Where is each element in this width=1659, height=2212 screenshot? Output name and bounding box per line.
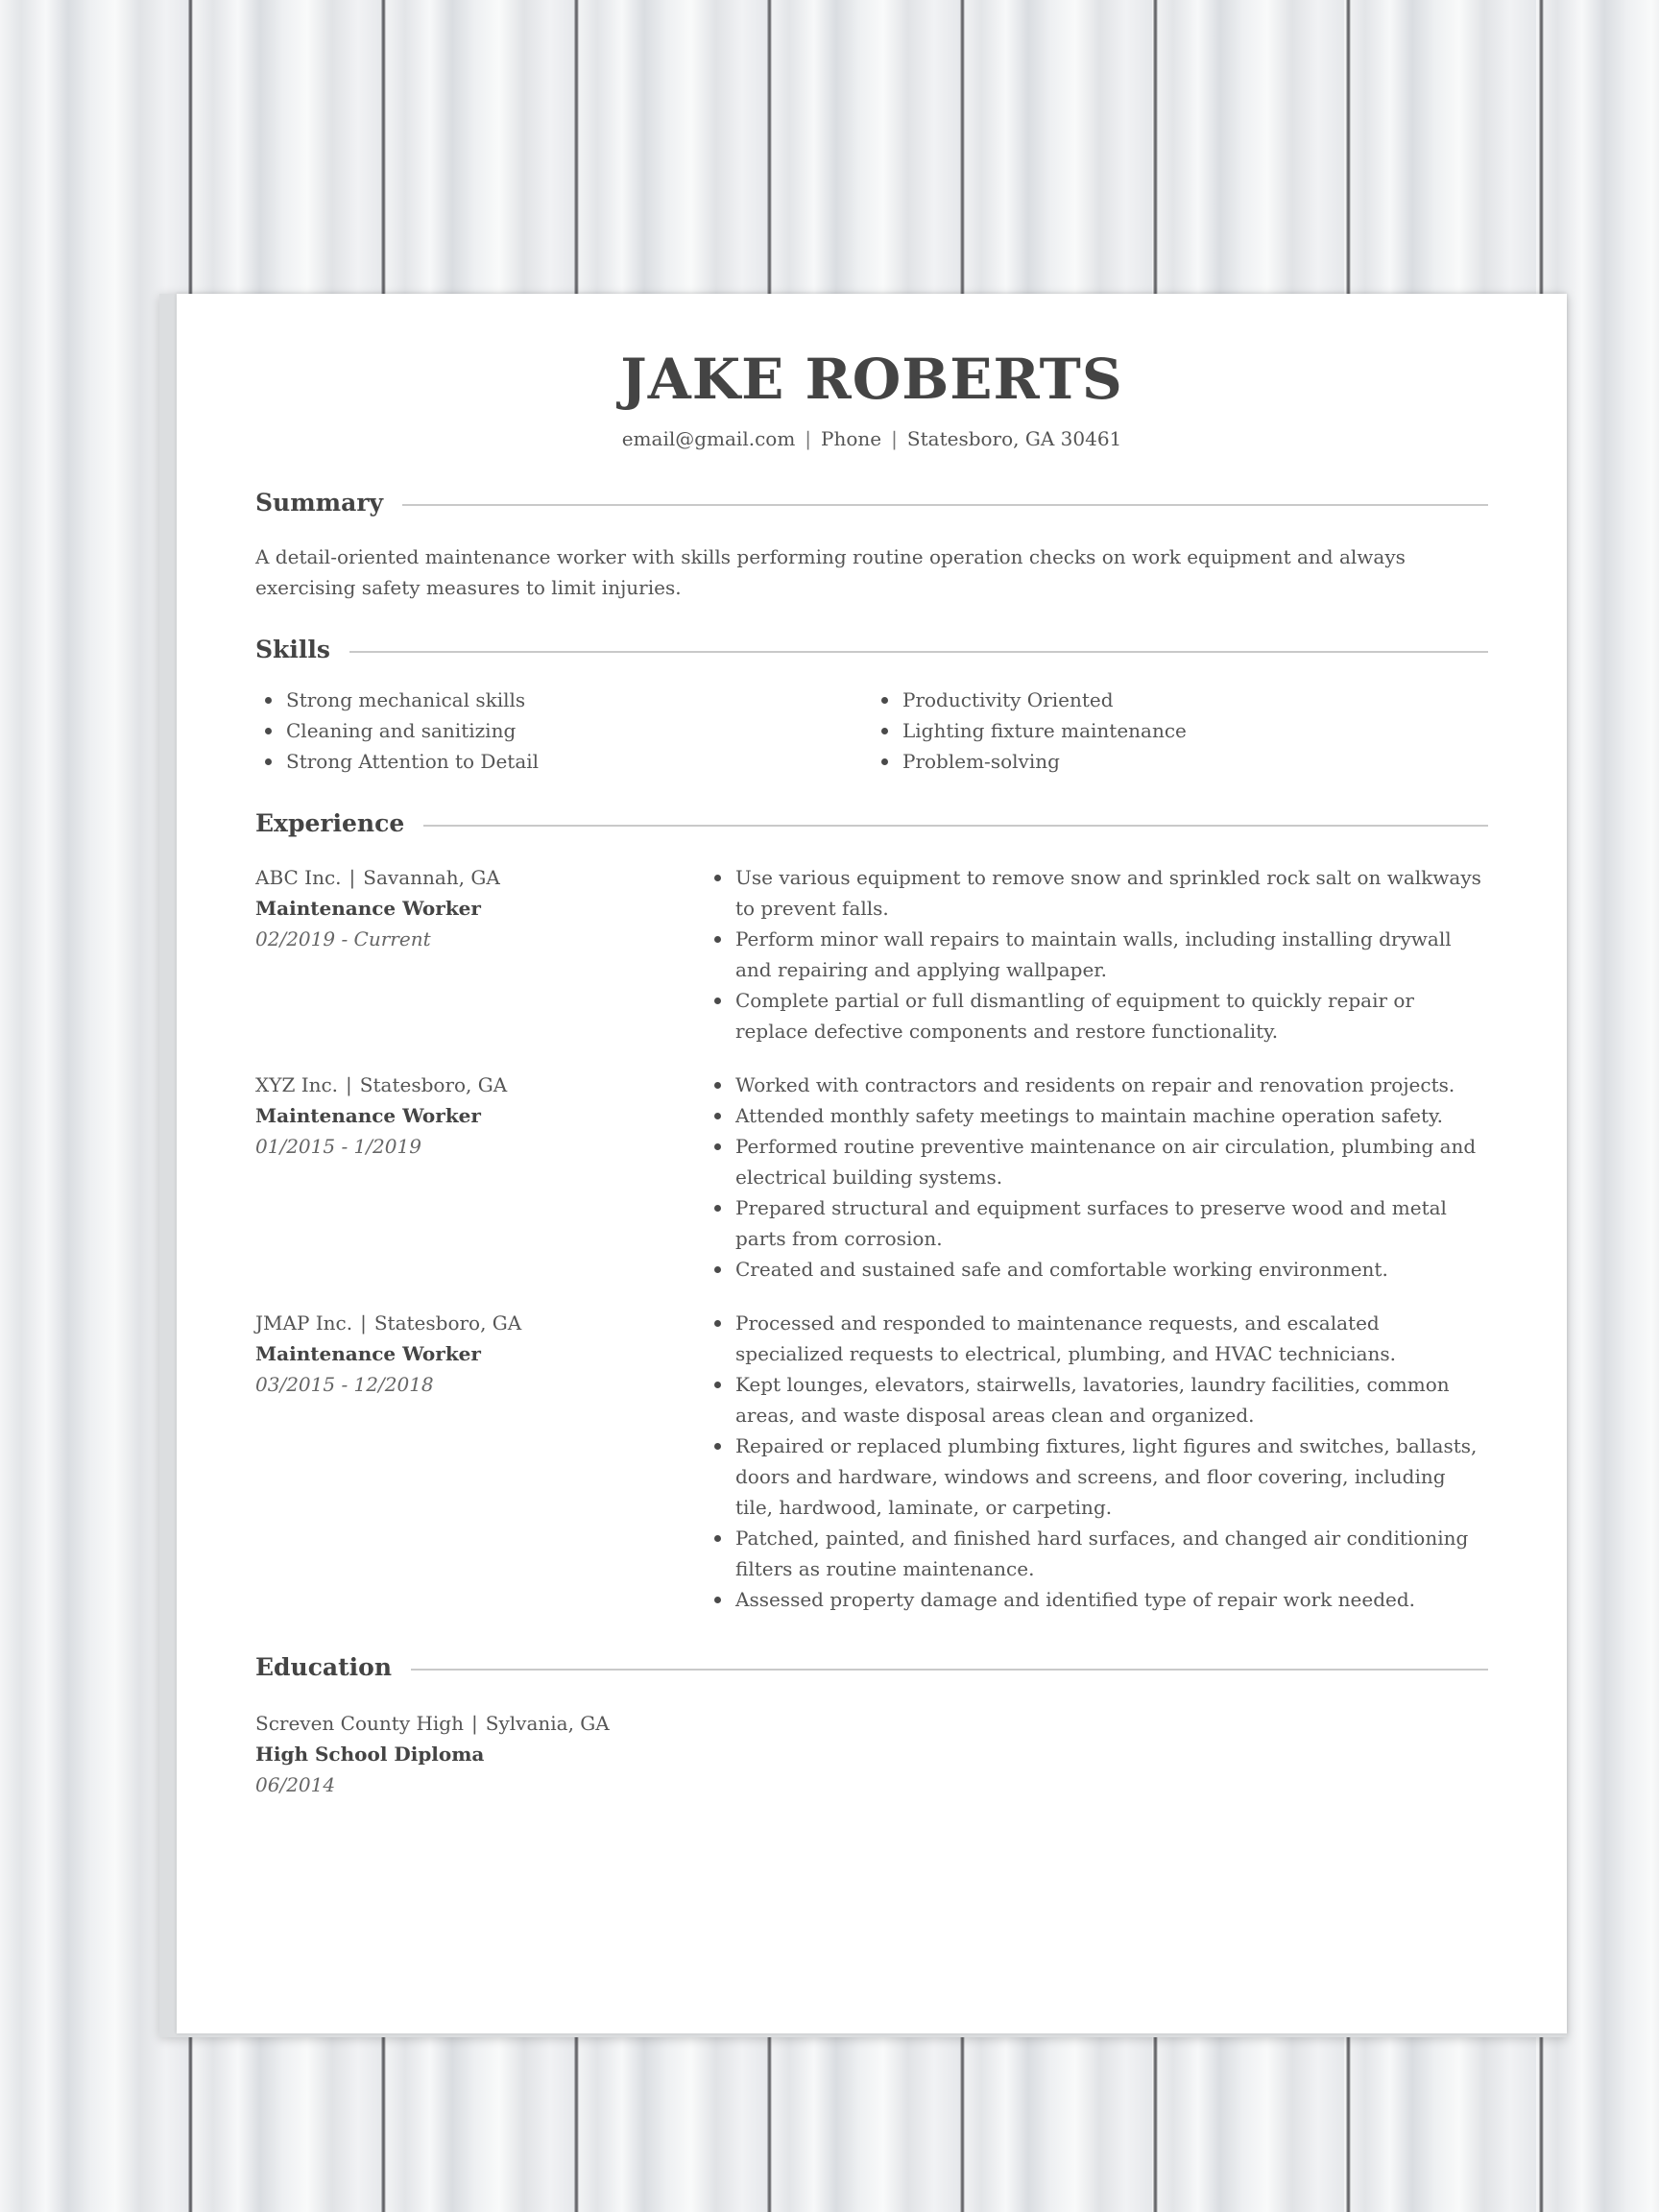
candidate-name: JAKE ROBERTS xyxy=(620,347,1123,412)
job-bullets xyxy=(705,862,1488,1046)
pipe-separator: | xyxy=(360,1310,367,1334)
education-school-line xyxy=(255,1708,1488,1739)
job-company: XYZ Inc. xyxy=(255,1072,339,1096)
contact-separator: | xyxy=(805,426,812,450)
job-bullet: Prepared structural and equipment surfaces to preserve wood and metal parts from corrosion. xyxy=(705,1192,1488,1254)
job-bullet: Processed and responded to maintenance requests, and escalated specialized requests to electrical, plumbing, and HVAC technicians. xyxy=(705,1308,1488,1369)
job-entry xyxy=(255,862,1488,1046)
job-dates: 01/2015 - 1/2019 xyxy=(255,1134,421,1158)
job-role: Maintenance Worker xyxy=(255,896,481,920)
section-divider xyxy=(411,1669,1488,1671)
skills-title: Skills xyxy=(255,635,330,663)
job-location: Statesboro, GA xyxy=(359,1072,508,1096)
job-bullet: Created and sustained safe and comfortable working environment. xyxy=(705,1254,1488,1285)
job-company: JMAP Inc. xyxy=(255,1310,353,1334)
skill-item: Problem-solving xyxy=(872,746,1488,777)
job-company-line xyxy=(255,862,705,893)
job-company: ABC Inc. xyxy=(255,865,342,889)
skill-item: Strong Attention to Detail xyxy=(255,746,872,777)
skill-item: Strong mechanical skills xyxy=(255,685,872,715)
pipe-separator: | xyxy=(346,1072,352,1096)
contact-email: email@gmail.com xyxy=(621,426,796,450)
skill-item: Lighting fixture maintenance xyxy=(872,715,1488,746)
contact-location: Statesboro, GA 30461 xyxy=(906,426,1122,450)
job-role: Maintenance Worker xyxy=(255,1341,481,1365)
job-company-line xyxy=(255,1308,705,1338)
job-bullet: Patched, painted, and finished hard surfaces, and changed air conditioning filters as routine maintenance. xyxy=(705,1523,1488,1584)
job-bullets xyxy=(705,1308,1488,1615)
section-divider xyxy=(402,504,1488,506)
job-meta xyxy=(255,1308,705,1615)
education-degree: High School Diploma xyxy=(255,1742,485,1766)
job-meta xyxy=(255,862,705,1046)
skill-item: Cleaning and sanitizing xyxy=(255,715,872,746)
contact-phone: Phone xyxy=(821,426,882,450)
skills-column-right xyxy=(872,685,1488,777)
pipe-separator: | xyxy=(349,865,356,889)
pipe-separator: | xyxy=(471,1711,478,1735)
job-dates: 03/2015 - 12/2018 xyxy=(255,1372,434,1396)
resume-page xyxy=(177,294,1567,2033)
skills-header xyxy=(255,636,1488,663)
summary-header xyxy=(255,489,1488,517)
summary-text: A detail-oriented maintenance worker with skills performing routine operation checks on work equipment and always exercising safety measures to limit injuries. xyxy=(255,544,1406,599)
job-role: Maintenance Worker xyxy=(255,1103,481,1127)
job-location: Statesboro, GA xyxy=(373,1310,522,1334)
summary-title: Summary xyxy=(255,488,384,517)
skills-list xyxy=(255,685,1488,777)
experience-title: Experience xyxy=(255,808,405,837)
skills-column-left xyxy=(255,685,872,777)
education-entry xyxy=(255,1708,1488,1800)
job-entry xyxy=(255,1308,1488,1615)
education-date: 06/2014 xyxy=(255,1772,336,1796)
job-bullet: Repaired or replaced plumbing fixtures, light figures and switches, ballasts, doors and hardware, windows and screens, and floor covering, including tile, hardwood, laminate, or carpeting. xyxy=(705,1431,1488,1523)
job-bullet: Complete partial or full dismantling of equipment to quickly repair or replace defective components and restore functionality. xyxy=(705,985,1488,1046)
education-title: Education xyxy=(255,1652,393,1681)
job-bullet: Worked with contractors and residents on repair and renovation projects. xyxy=(705,1070,1488,1100)
section-divider xyxy=(349,651,1488,653)
job-bullet: Kept lounges, elevators, stairwells, lavatories, laundry facilities, common areas, and waste disposal areas clean and organized. xyxy=(705,1369,1488,1431)
job-entry xyxy=(255,1070,1488,1285)
contact-line xyxy=(255,427,1488,450)
job-bullet: Perform minor wall repairs to maintain walls, including installing drywall and repairing and applying wallpaper. xyxy=(705,924,1488,985)
job-bullet: Attended monthly safety meetings to maintain machine operation safety. xyxy=(705,1100,1488,1131)
job-location: Savannah, GA xyxy=(363,865,500,889)
job-dates: 02/2019 - Current xyxy=(255,926,431,950)
job-company-line xyxy=(255,1070,705,1100)
job-bullets xyxy=(705,1070,1488,1285)
experience-header xyxy=(255,809,1488,837)
education-location: Sylvania, GA xyxy=(485,1711,610,1735)
job-bullet: Performed routine preventive maintenance on air circulation, plumbing and electrical building systems. xyxy=(705,1131,1488,1192)
job-bullet: Assessed property damage and identified type of repair work needed. xyxy=(705,1584,1488,1615)
skill-item: Productivity Oriented xyxy=(872,685,1488,715)
education-school: Screven County High xyxy=(255,1711,464,1735)
job-meta xyxy=(255,1070,705,1285)
education-header xyxy=(255,1653,1488,1681)
section-divider xyxy=(423,825,1488,827)
job-bullet: Use various equipment to remove snow and sprinkled rock salt on walkways to prevent falls. xyxy=(705,862,1488,924)
contact-separator: | xyxy=(891,426,898,450)
